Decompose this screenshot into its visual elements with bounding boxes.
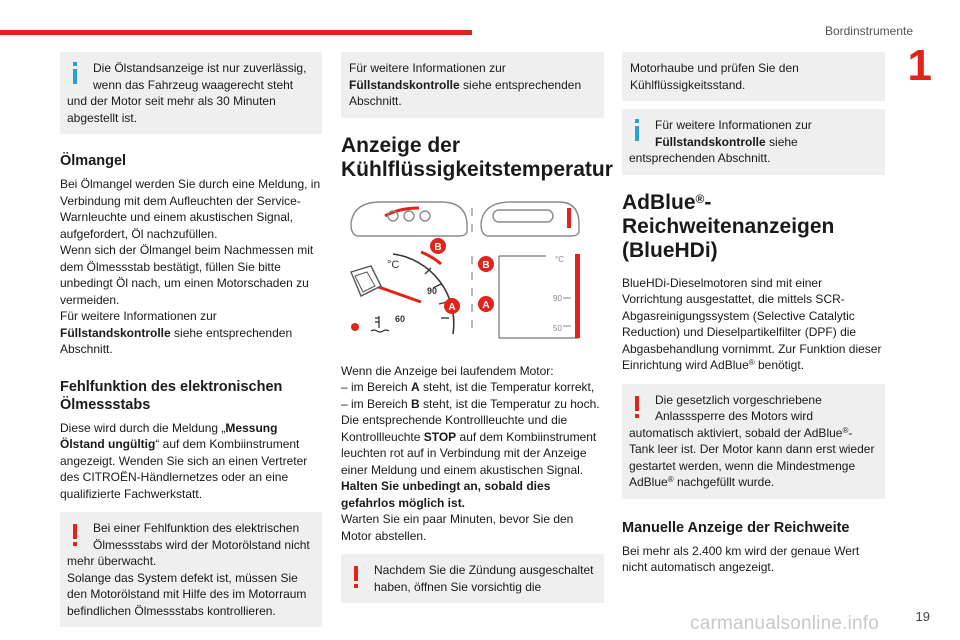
column-3 — [622, 52, 885, 576]
linear-tick-90: 90 — [553, 293, 562, 303]
gauge-tick-60: 60 — [395, 313, 406, 324]
coolant-temperature-icon — [371, 316, 389, 332]
warning-box-line-1: Bei einer Fehlfunktion des elektrischen Ölmessstabs wird der Motorölstand nicht mehr überwacht. — [67, 521, 310, 568]
gauge-unit-label: °C — [387, 258, 400, 271]
coolant-gauge-svg — [341, 194, 604, 349]
warning-box — [341, 554, 604, 603]
running-title: Bordinstrumente — [824, 24, 913, 38]
info-box: Für weitere Informationen zur Füllstandskontrolle siehe entsprechenden Abschnitt. — [622, 109, 885, 175]
dashboard-right-icon — [481, 202, 579, 236]
warning-icon — [348, 562, 368, 590]
stop-instruction: Halten Sie unbedingt an, sobald dies gefahrlos möglich ist. — [341, 479, 551, 510]
gauge-intro: Wenn die Anzeige bei laufendem Motor: — [341, 363, 554, 378]
watermark: carmanualsonline.info — [690, 613, 880, 634]
continued-warning-box: Motorhaube und prüfen Sie den Kühlflüssigkeitsstand. — [622, 52, 885, 101]
callout-a-right-label: A — [482, 299, 490, 311]
dashboard-left-icon — [351, 202, 467, 236]
oil-low-heading: Ölmangel — [60, 153, 127, 169]
manual-range-paragraph: Bei mehr als 2.400 km wird der genaue Wert nicht automatisch angezeigt. — [622, 543, 860, 574]
manual-range-heading: Manuelle Anzeige der Reichweite — [622, 519, 850, 536]
warning-icon — [67, 520, 87, 548]
wait-instruction: Warten Sie ein paar Minuten, bevor Sie den Motor abstellen. — [341, 512, 574, 543]
range-a-item: – im Bereich A steht, ist die Temperatur korrekt, — [341, 380, 595, 394]
info-box: Für weitere Informationen zur Füllstandskontrolle siehe entsprechenden Abschnitt. — [341, 52, 604, 118]
coolant-gauge-illustration — [341, 194, 604, 349]
warning-box — [60, 512, 322, 627]
info-box-text: Die Ölstandsanzeige ist nur zuverlässig, wenn das Fahrzeug waagerecht steht und der Motor seit mehr als 30 Minuten abgestellt ist. — [67, 61, 307, 125]
oil-low-paragraph-2: Wenn sich der Ölmangel beim Nachmessen mit dem Ölmessstab bestätigt, füllen Sie bitte unbedingt Öl nach, um einen Motorschaden zu vermeiden. — [60, 243, 314, 307]
callout-b-left-label: B — [434, 241, 442, 253]
adblue-heading: AdBlue®-Reichweitenanzeigen (BlueHDi) — [622, 190, 835, 262]
alert-dot — [351, 323, 359, 331]
dipstick-fault-heading: Fehlfunktion des elektronischen Ölmessstabs — [60, 378, 283, 413]
page-number: 19 — [915, 609, 930, 624]
coolant-temperature-heading: Anzeige der Kühlflüssigkeitstemperatur — [341, 133, 613, 181]
warning-box-line-2: Solange das System defekt ist, müssen Sie den Motorölstand mit Hilfe des im Motorraum befindlichen Ölmessstabs kontrollieren. — [67, 570, 307, 618]
gauge-tick-90: 90 — [427, 285, 438, 296]
warning-box-text: Nachdem Sie die Zündung ausgeschaltet haben, öffnen Sie vorsichtig die — [374, 563, 594, 594]
oil-low-paragraph-3: Für weitere Informationen zur Füllstandskontrolle siehe entsprechenden Abschnitt. — [60, 309, 293, 356]
column-2 — [341, 52, 613, 603]
callout-b-right-label: B — [482, 259, 490, 271]
linear-gauge — [499, 254, 580, 338]
dipstick-fault-paragraph: Diese wird durch die Meldung „Messung Ölstand ungültig“ auf dem Kombiinstrument angezeigt. Wenden Sie sich an einen Vertreter des CITROËN-Händlernetzes oder an eine qualifizierte Fachwerkstatt. — [60, 420, 308, 501]
chapter-number: 1 — [907, 41, 932, 90]
linear-unit-label: °C — [555, 254, 564, 264]
info-box — [60, 52, 322, 134]
adblue-paragraph: BlueHDi-Dieselmotoren sind mit einer Vorrichtung ausgestattet, die mittels SCR-Abgasreinigungssystem (Selective Catalytic Reduction) und Dieselpartikelfilter (DPF) die Abgasbehandlung vornimmt. Zur Funktion dieser Einrichtung wird AdBlue® benötigt. — [622, 275, 882, 372]
warning-icon — [629, 392, 649, 420]
range-b-item: – im Bereich B steht, ist die Temperatur zu hoch. Die entsprechende Kontrollleuchte und die Kontrollleuchte STOP auf dem Kombiinstrument leuchten rot auf in Verbindung mit der Anzeige einer Meldung und einem akustischen Signal. — [341, 396, 600, 477]
info-icon — [629, 117, 649, 145]
warning-box: Die gesetzlich vorgeschriebene Anlasssperre des Motors wird automatisch aktiviert, sobald der AdBlue®-Tank leer ist. Der Motor kann dann erst wieder gestartet werden, wenn die Mindestmenge AdBlue® nachgefüllt wurde. — [622, 384, 885, 499]
header-accent-bar — [0, 30, 472, 35]
oil-low-paragraph-1: Bei Ölmangel werden Sie durch eine Meldung, in Verbindung mit dem Aufleuchten der Service-Warnleuchte und einem akustischen Signal, aufgefordert, Öl nachzufüllen. — [60, 177, 321, 241]
callout-a-left-label: A — [448, 301, 456, 313]
column-1 — [60, 52, 322, 627]
linear-tick-50: 50 — [553, 323, 562, 333]
info-icon — [67, 60, 87, 88]
